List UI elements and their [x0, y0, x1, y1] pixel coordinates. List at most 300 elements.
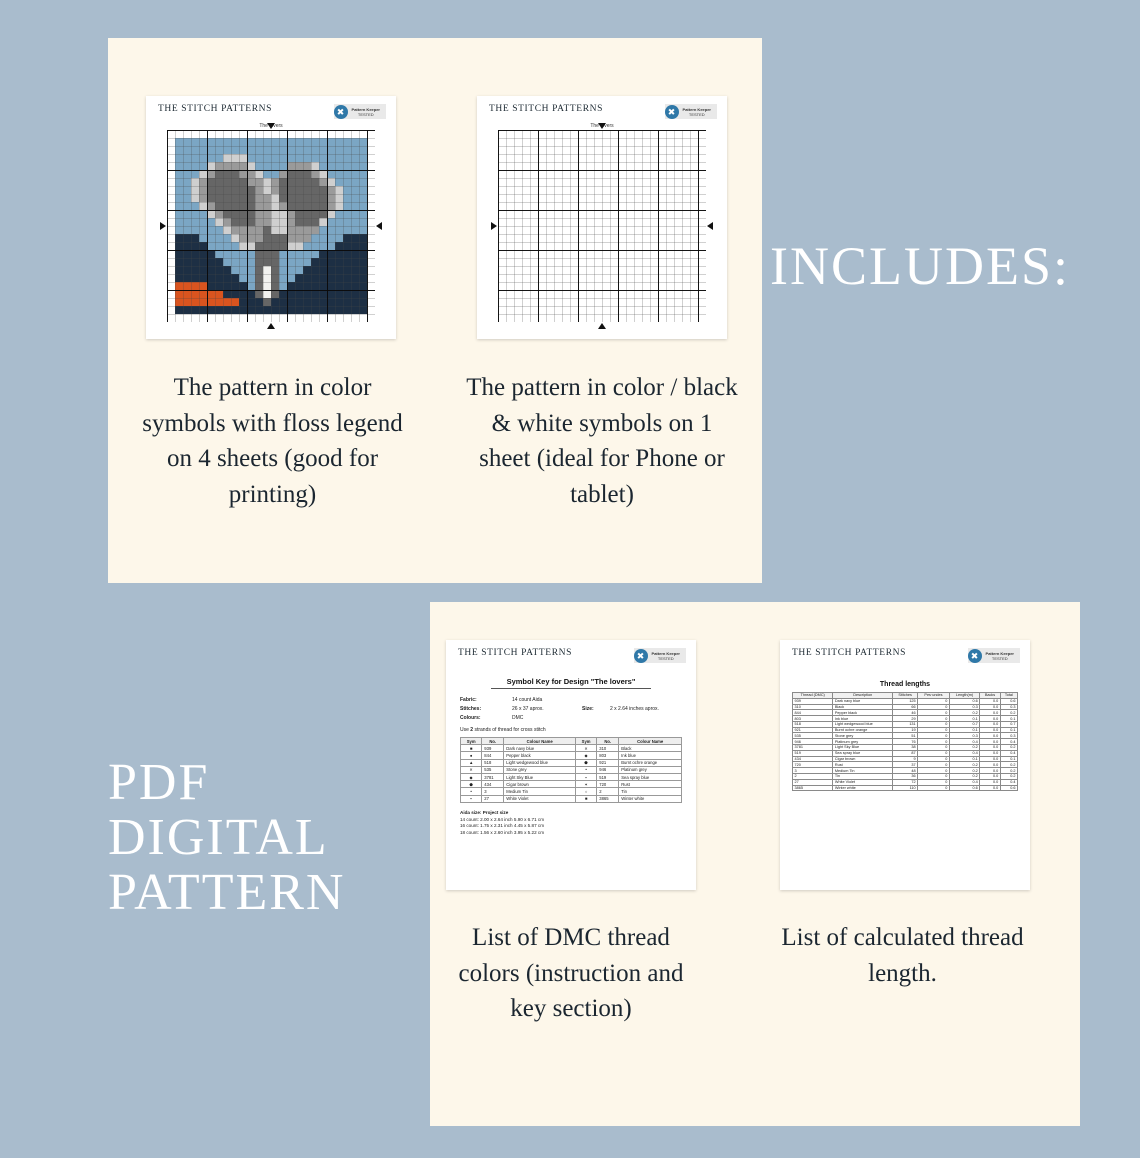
- chart-cell: [199, 138, 207, 146]
- chart-cell: [343, 210, 351, 218]
- chart-cell: [335, 154, 343, 162]
- threads-cell: 0: [918, 716, 950, 722]
- chart-cell: [506, 186, 514, 194]
- chart-cell: [538, 306, 546, 314]
- legend-symbol: ✕: [575, 745, 596, 752]
- chart-cell: [634, 210, 642, 218]
- chart-cell: [239, 186, 247, 194]
- chart-cell: [538, 314, 546, 322]
- chart-cell: [682, 154, 690, 162]
- chart-cell: [562, 306, 570, 314]
- threads-cell: 0.1: [1000, 756, 1017, 762]
- chart-cell: [538, 178, 546, 186]
- chart-cell: [586, 170, 594, 178]
- threads-cell: Burnt ochre orange: [833, 727, 893, 733]
- threads-header-cell: Stitches: [893, 693, 918, 699]
- chart-cell: [682, 162, 690, 170]
- chart-cell: [610, 154, 618, 162]
- chart-cell: [367, 234, 375, 242]
- chart-cell: [335, 210, 343, 218]
- chart-cell: [658, 218, 666, 226]
- chart-cell: [343, 194, 351, 202]
- chart-cell: [698, 186, 706, 194]
- chart-cell: [223, 274, 231, 282]
- chart-cell: [674, 234, 682, 242]
- chart-cell: [287, 242, 295, 250]
- chart-cell: [698, 314, 706, 322]
- chart-cell: [666, 250, 674, 258]
- chart-cell: [514, 170, 522, 178]
- chart-cell: [514, 210, 522, 218]
- chart-cell: [498, 250, 506, 258]
- chart-cell: [626, 210, 634, 218]
- chart-cell: [626, 178, 634, 186]
- chart-cell: [570, 154, 578, 162]
- chart-cell: [255, 250, 263, 258]
- threads-cell: 0.0: [980, 750, 1001, 756]
- chart-cell: [650, 274, 658, 282]
- chart-cell: [343, 314, 351, 322]
- chart-cell: [698, 266, 706, 274]
- chart-cell: [634, 154, 642, 162]
- chart-cell: [231, 146, 239, 154]
- chart-cell: [199, 234, 207, 242]
- chart-cell: [359, 314, 367, 322]
- chart-cell: [522, 202, 530, 210]
- chart-cell: [207, 282, 215, 290]
- chart-cell: [271, 282, 279, 290]
- chart-cell: [215, 186, 223, 194]
- chart-cell: [658, 154, 666, 162]
- chart-row: [498, 154, 706, 162]
- chart-cell: [207, 258, 215, 266]
- chart-cell: [191, 130, 199, 138]
- chart-cell: [183, 194, 191, 202]
- chart-cell: [343, 298, 351, 306]
- chart-cell: [351, 130, 359, 138]
- chart-cell: [239, 290, 247, 298]
- chart-cell: [287, 138, 295, 146]
- chart-cell: [618, 130, 626, 138]
- chart-cell: [530, 266, 538, 274]
- chart-cell: [327, 282, 335, 290]
- chart-row: [167, 170, 375, 178]
- chart-cell: [359, 130, 367, 138]
- chart-cell: [586, 210, 594, 218]
- chart-cell: [351, 178, 359, 186]
- chart-cell: [191, 138, 199, 146]
- chart-row: [167, 146, 375, 154]
- chart-cell: [215, 306, 223, 314]
- chart-cell: [223, 130, 231, 138]
- chart-cell: [522, 290, 530, 298]
- chart-cell: [327, 298, 335, 306]
- chart-cell: [247, 266, 255, 274]
- chart-cell: [191, 274, 199, 282]
- chart-cell: [255, 234, 263, 242]
- chart-cell: [215, 218, 223, 226]
- chart-cell: [287, 266, 295, 274]
- chart-cell: [674, 290, 682, 298]
- chart-cell: [594, 210, 602, 218]
- chart-row: [167, 258, 375, 266]
- threads-cell: 0: [918, 739, 950, 745]
- chart-cell: [634, 178, 642, 186]
- threads-cell: 921: [793, 727, 833, 733]
- chart-cell: [183, 234, 191, 242]
- chart-cell: [255, 194, 263, 202]
- chart-cell: [522, 250, 530, 258]
- chart-cell: [594, 250, 602, 258]
- chart-cell: [367, 314, 375, 322]
- chart-cell: [642, 242, 650, 250]
- chart-cell: [167, 154, 175, 162]
- badge-mark-icon: ✖: [634, 649, 648, 663]
- chart-cell: [682, 218, 690, 226]
- threads-header-cell: Description: [833, 693, 893, 699]
- chart-cell: [634, 226, 642, 234]
- chart-cell: [530, 146, 538, 154]
- chart-cell: [530, 274, 538, 282]
- symbol-key-sheet[interactable]: [446, 640, 696, 890]
- chart-cell: [626, 314, 634, 322]
- chart-cell: [271, 202, 279, 210]
- chart-row: [498, 306, 706, 314]
- chart-cell: [231, 130, 239, 138]
- chart-cell: [530, 298, 538, 306]
- threads-cell: 0.6: [949, 785, 979, 791]
- chart-cell: [658, 202, 666, 210]
- chart-cell: [359, 290, 367, 298]
- threads-cell: 2: [793, 773, 833, 779]
- chart-cell: [626, 242, 634, 250]
- chart-cell: [594, 170, 602, 178]
- chart-cell: [295, 202, 303, 210]
- chart-row: [167, 186, 375, 194]
- chart-cell: [626, 282, 634, 290]
- chart-cell: [610, 258, 618, 266]
- chart-cell: [327, 130, 335, 138]
- chart-cell: [183, 170, 191, 178]
- chart-cell: [650, 130, 658, 138]
- chart-cell: [303, 298, 311, 306]
- chart-cell: [690, 298, 698, 306]
- chart-cell: [343, 146, 351, 154]
- chart-cell: [239, 226, 247, 234]
- chart-cell: [271, 218, 279, 226]
- chart-cell: [215, 210, 223, 218]
- chart-cell: [271, 178, 279, 186]
- chart-cell: [207, 194, 215, 202]
- chart-cell: [658, 194, 666, 202]
- chart-cell: [367, 290, 375, 298]
- threads-cell: 0.6: [949, 698, 979, 704]
- chart-cell: [295, 274, 303, 282]
- chart-cell: [674, 274, 682, 282]
- chart-cell: [263, 274, 271, 282]
- chart-cell: [231, 266, 239, 274]
- threads-cell: 0: [918, 762, 950, 768]
- chart-cell: [530, 162, 538, 170]
- chart-cell: [175, 162, 183, 170]
- chart-cell: [514, 250, 522, 258]
- chart-cell: [554, 146, 562, 154]
- chart-cell: [618, 218, 626, 226]
- chart-cell: [167, 170, 175, 178]
- chart-cell: [650, 298, 658, 306]
- chart-cell: [666, 226, 674, 234]
- chart-cell: [319, 314, 327, 322]
- legend-colour-name: Sea spray blue: [619, 773, 682, 780]
- chart-cell: [498, 162, 506, 170]
- chart-cell: [682, 282, 690, 290]
- chart-cell: [359, 146, 367, 154]
- chart-cell: [538, 194, 546, 202]
- chart-cell: [207, 314, 215, 322]
- chart-cell: [650, 250, 658, 258]
- center-marker-left-icon: [160, 222, 166, 230]
- chart-cell: [231, 218, 239, 226]
- chart-cell: [594, 154, 602, 162]
- pattern-sheet-bw-symbols[interactable]: [477, 96, 727, 339]
- chart-cell: [287, 186, 295, 194]
- chart-cell: [239, 170, 247, 178]
- chart-cell: [271, 266, 279, 274]
- legend-header-cell: Sym: [575, 738, 596, 745]
- chart-row: [167, 210, 375, 218]
- chart-cell: [698, 130, 706, 138]
- chart-cell: [610, 274, 618, 282]
- chart-cell: [231, 250, 239, 258]
- chart-cell: [546, 138, 554, 146]
- brand-name: THE STITCH PATTERNS: [458, 648, 572, 658]
- pattern-keeper-badge: [968, 648, 1020, 663]
- chart-cell: [514, 306, 522, 314]
- chart-cell: [191, 162, 199, 170]
- chart-cell: [594, 178, 602, 186]
- chart-cell: [578, 154, 586, 162]
- chart-cell: [287, 194, 295, 202]
- chart-cell: [319, 186, 327, 194]
- chart-cell: [658, 282, 666, 290]
- chart-cell: [207, 130, 215, 138]
- badge-top-label: Pattern Keeper: [351, 106, 380, 112]
- chart-cell: [327, 306, 335, 314]
- chart-cell: [239, 258, 247, 266]
- chart-cell: [578, 250, 586, 258]
- chart-cell: [522, 226, 530, 234]
- chart-cell: [311, 210, 319, 218]
- chart-cell: [271, 242, 279, 250]
- threads-cell: 0.1: [1000, 727, 1017, 733]
- threads-cell: 46: [893, 710, 918, 716]
- chart-cell: [319, 210, 327, 218]
- chart-cell: [231, 314, 239, 322]
- chart-cell: [271, 306, 279, 314]
- chart-cell: [287, 218, 295, 226]
- chart-cell: [650, 218, 658, 226]
- chart-cell: [618, 250, 626, 258]
- chart-row: [498, 162, 706, 170]
- legend-colour-name: Light wedgewood blue: [504, 759, 576, 766]
- chart-cell: [578, 298, 586, 306]
- chart-cell: [562, 146, 570, 154]
- chart-cell: [191, 290, 199, 298]
- chart-cell: [498, 146, 506, 154]
- chart-cell: [634, 130, 642, 138]
- chart-cell: [626, 226, 634, 234]
- chart-cell: [578, 210, 586, 218]
- chart-row: [167, 290, 375, 298]
- threads-cell: 0: [918, 710, 950, 716]
- chart-cell: [311, 226, 319, 234]
- thread-length-sheet[interactable]: [780, 640, 1030, 890]
- chart-cell: [642, 186, 650, 194]
- threads-cell: Black: [833, 704, 893, 710]
- threads-cell: 0: [918, 756, 950, 762]
- chart-cell: [682, 202, 690, 210]
- chart-cell: [343, 274, 351, 282]
- chart-cell: [514, 130, 522, 138]
- chart-row: [498, 138, 706, 146]
- chart-cell: [642, 202, 650, 210]
- chart-cell: [263, 130, 271, 138]
- chart-cell: [610, 138, 618, 146]
- chart-cell: [658, 162, 666, 170]
- brand-name: THE STITCH PATTERNS: [489, 104, 603, 114]
- chart-cell: [514, 234, 522, 242]
- chart-cell: [506, 178, 514, 186]
- chart-cell: [247, 138, 255, 146]
- chart-cell: [327, 266, 335, 274]
- chart-cell: [335, 146, 343, 154]
- chart-cell: [602, 194, 610, 202]
- chart-cell: [343, 186, 351, 194]
- chart-cell: [698, 226, 706, 234]
- chart-cell: [626, 218, 634, 226]
- chart-cell: [690, 266, 698, 274]
- chart-cell: [666, 266, 674, 274]
- chart-cell: [175, 234, 183, 242]
- chart-cell: [554, 154, 562, 162]
- stitch-chart-color[interactable]: [167, 130, 375, 322]
- threads-cell: 0.4: [949, 779, 979, 785]
- chart-cell: [207, 138, 215, 146]
- chart-cell: [530, 226, 538, 234]
- chart-cell: [247, 178, 255, 186]
- chart-cell: [674, 282, 682, 290]
- chart-cell: [351, 242, 359, 250]
- chart-cell: [650, 146, 658, 154]
- chart-cell: [634, 186, 642, 194]
- chart-cell: [271, 162, 279, 170]
- chart-cell: [522, 186, 530, 194]
- threads-cell: 0.1: [949, 716, 979, 722]
- chart-cell: [570, 218, 578, 226]
- chart-cell: [594, 242, 602, 250]
- chart-cell: [538, 186, 546, 194]
- chart-cell: [367, 226, 375, 234]
- chart-cell: [303, 146, 311, 154]
- chart-cell: [231, 290, 239, 298]
- chart-row: [167, 202, 375, 210]
- chart-cell: [279, 314, 287, 322]
- threads-cell: 0.4: [949, 750, 979, 756]
- threads-cell: 0.7: [1000, 721, 1017, 727]
- chart-cell: [602, 170, 610, 178]
- chart-cell: [530, 154, 538, 162]
- threads-cell: White Violet: [833, 779, 893, 785]
- chart-cell: [602, 178, 610, 186]
- chart-cell: [215, 178, 223, 186]
- chart-cell: [215, 154, 223, 162]
- chart-cell: [690, 274, 698, 282]
- chart-cell: [506, 250, 514, 258]
- chart-cell: [570, 266, 578, 274]
- chart-cell: [666, 290, 674, 298]
- chart-cell: [191, 266, 199, 274]
- chart-cell: [682, 186, 690, 194]
- stitch-chart-bw[interactable]: [498, 130, 706, 322]
- chart-cell: [191, 250, 199, 258]
- chart-row: [498, 282, 706, 290]
- chart-cell: [618, 162, 626, 170]
- chart-cell: [666, 258, 674, 266]
- chart-cell: [295, 162, 303, 170]
- chart-cell: [367, 138, 375, 146]
- threads-cell: 0: [918, 745, 950, 751]
- chart-cell: [271, 210, 279, 218]
- chart-cell: [530, 290, 538, 298]
- chart-cell: [562, 258, 570, 266]
- chart-cell: [530, 314, 538, 322]
- chart-cell: [570, 298, 578, 306]
- chart-cell: [351, 210, 359, 218]
- chart-cell: [311, 186, 319, 194]
- chart-cell: [538, 242, 546, 250]
- caption-dmc-list: List of DMC thread colors (instruction and key section): [458, 924, 684, 1022]
- chart-cell: [343, 282, 351, 290]
- chart-cell: [602, 298, 610, 306]
- chart-cell: [586, 186, 594, 194]
- chart-cell: [207, 226, 215, 234]
- chart-cell: [295, 258, 303, 266]
- threads-cell: 37: [893, 762, 918, 768]
- pattern-sheet-color-symbols[interactable]: [146, 96, 396, 339]
- threads-header-cell: Total: [1000, 693, 1017, 699]
- chart-cell: [255, 138, 263, 146]
- center-marker-bottom-icon: [267, 323, 275, 329]
- threads-cell: 946: [793, 739, 833, 745]
- chart-cell: [690, 226, 698, 234]
- chart-cell: [351, 194, 359, 202]
- chart-cell: [351, 234, 359, 242]
- chart-cell: [562, 218, 570, 226]
- chart-cell: [570, 178, 578, 186]
- chart-cell: [271, 234, 279, 242]
- chart-cell: [514, 266, 522, 274]
- chart-cell: [279, 266, 287, 274]
- chart-cell: [610, 250, 618, 258]
- chart-cell: [546, 290, 554, 298]
- chart-cell: [311, 274, 319, 282]
- chart-cell: [530, 202, 538, 210]
- chart-cell: [247, 258, 255, 266]
- chart-cell: [586, 258, 594, 266]
- chart-cell: [295, 130, 303, 138]
- chart-cell: [319, 218, 327, 226]
- threads-cell: 3865: [793, 785, 833, 791]
